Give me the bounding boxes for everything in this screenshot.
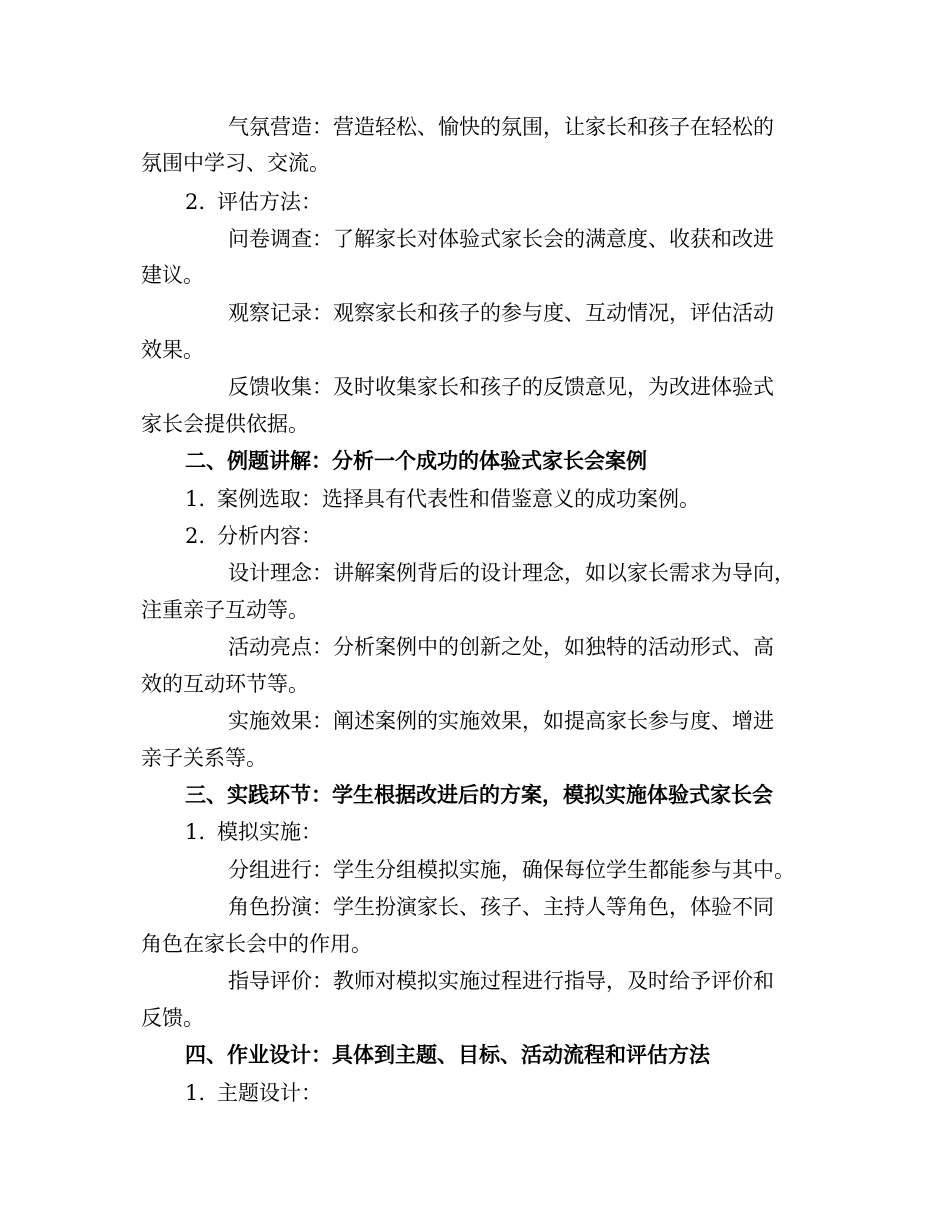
paragraph-line: 活动亮点：分析案例中的创新之处，如独特的活动形式、高	[228, 635, 774, 659]
paragraph-line: 问卷调查：了解家长对体验式家长会的满意度、收获和改进	[228, 227, 774, 251]
item-number: 2.	[185, 190, 206, 214]
paragraph-line: 效果。	[141, 338, 204, 362]
section-heading: 四、作业设计：具体到主题、目标、活动流程和评估方法	[185, 1042, 710, 1067]
paragraph-line: 分组进行：学生分组模拟实施，确保每位学生都能参与其中。	[228, 858, 795, 882]
paragraph-line: 气氛营造：营造轻松、愉快的氛围，让家长和孩子在轻松的	[228, 115, 774, 139]
paragraph-line: 观察记录：观察家长和孩子的参与度、互动情况，评估活动	[228, 301, 774, 325]
paragraph-line: 氛围中学习、交流。	[141, 151, 330, 175]
numbered-item	[185, 485, 700, 513]
paragraph-line: 注重亲子互动等。	[141, 598, 309, 622]
item-text: 主题设计：	[217, 1081, 322, 1105]
item-text: 模拟实施：	[217, 820, 322, 844]
section-heading: 二、例题讲解：分析一个成功的体验式家长会案例	[185, 448, 647, 473]
item-text: 评估方法：	[217, 190, 322, 214]
numbered-item	[185, 188, 322, 216]
item-text: 案例选取：选择具有代表性和借鉴意义的成功案例。	[217, 487, 700, 511]
paragraph-line: 指导评价：教师对模拟实施过程进行指导，及时给予评价和	[228, 969, 774, 993]
paragraph-line: 设计理念：讲解案例背后的设计理念，如以家长需求为导向，	[228, 561, 795, 585]
paragraph-line: 角色在家长会中的作用。	[141, 932, 372, 956]
item-number: 1.	[185, 1081, 206, 1105]
paragraph-line: 亲子关系等。	[141, 746, 267, 770]
numbered-item	[185, 522, 322, 550]
item-number: 1.	[185, 487, 206, 511]
paragraph-line: 家长会提供依据。	[141, 412, 309, 436]
numbered-item	[185, 818, 322, 846]
paragraph-line: 反馈。	[141, 1006, 204, 1030]
section-heading: 三、实践环节：学生根据改进后的方案，模拟实施体验式家长会	[185, 782, 773, 807]
paragraph-line: 建议。	[141, 263, 204, 287]
item-text: 分析内容：	[217, 524, 322, 548]
numbered-item	[185, 1079, 322, 1107]
paragraph-line: 角色扮演：学生扮演家长、孩子、主持人等角色，体验不同	[228, 895, 774, 919]
paragraph-line: 反馈收集：及时收集家长和孩子的反馈意见，为改进体验式	[228, 375, 774, 399]
item-number: 1.	[185, 820, 206, 844]
paragraph-line: 效的互动环节等。	[141, 672, 309, 696]
item-number: 2.	[185, 524, 206, 548]
paragraph-line: 实施效果：阐述案例的实施效果，如提高家长参与度、增进	[228, 709, 774, 733]
